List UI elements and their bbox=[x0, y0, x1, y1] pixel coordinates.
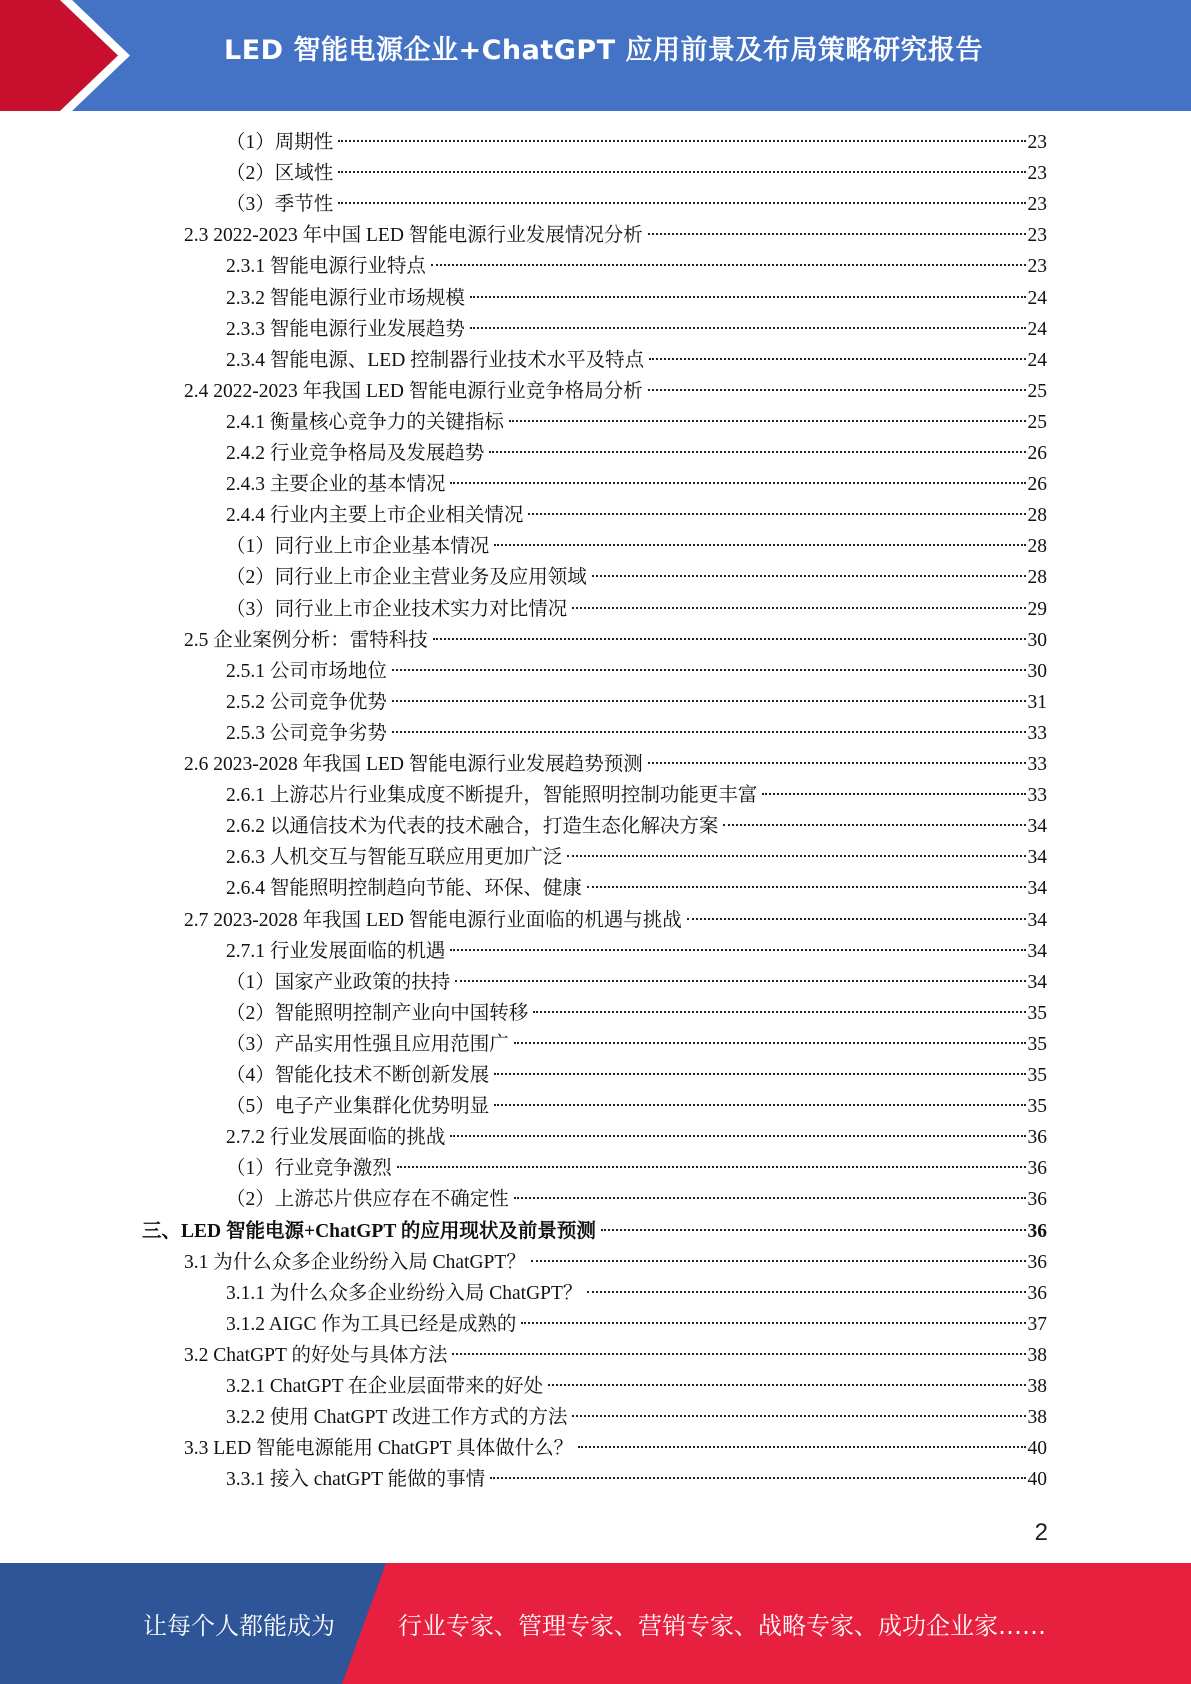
toc-entry-page: 25 bbox=[1027, 380, 1047, 402]
toc-entry-label: （3）同行业上市企业技术实力对比情况 bbox=[226, 598, 568, 620]
toc-entry-page: 34 bbox=[1027, 847, 1047, 869]
toc-entry-page: 36 bbox=[1027, 1158, 1047, 1180]
toc-entry-label: 2.6.1 上游芯片行业集成度不断提升，智能照明控制功能更丰富 bbox=[226, 785, 758, 807]
toc-entry[interactable] bbox=[226, 1309, 1047, 1340]
toc-dot-leader bbox=[450, 949, 1025, 951]
toc-entry-label: （1）同行业上市企业基本情况 bbox=[226, 536, 490, 558]
toc-dot-leader bbox=[509, 420, 1026, 422]
toc-entry-label: 2.4 2022-2023 年我国 LED 智能电源行业竞争格局分析 bbox=[184, 380, 643, 402]
toc-entry-label: 2.4.2 行业竞争格局及发展趋势 bbox=[226, 443, 485, 464]
toc-dot-leader bbox=[338, 202, 1025, 204]
toc-entry-page: 34 bbox=[1027, 971, 1047, 993]
toc-entry[interactable] bbox=[226, 189, 1047, 220]
toc-entry-page: 26 bbox=[1027, 474, 1047, 496]
toc-entry-label: （1）周期性 bbox=[226, 132, 334, 153]
toc-entry-label: 3.2 ChatGPT 的好处与具体方法 bbox=[184, 1344, 448, 1366]
toc-entry[interactable] bbox=[226, 1464, 1047, 1495]
toc-entry-label: 2.3.4 智能电源、LED 控制器行业技术水平及特点 bbox=[226, 349, 645, 371]
toc-dot-leader bbox=[531, 1260, 1026, 1262]
toc-dot-leader bbox=[587, 886, 1026, 888]
toc-dot-leader bbox=[431, 264, 1026, 266]
toc-entry[interactable] bbox=[226, 469, 1047, 500]
toc-entry-label: （1）行业竞争激烈 bbox=[226, 1158, 392, 1180]
toc-entry[interactable] bbox=[142, 1216, 1047, 1247]
toc-entry-label: （2）智能照明控制产业向中国转移 bbox=[226, 1002, 529, 1024]
toc-entry-page: 34 bbox=[1027, 878, 1047, 900]
toc-dot-leader bbox=[578, 1446, 1025, 1448]
toc-entry[interactable] bbox=[226, 998, 1047, 1029]
toc-dot-leader bbox=[687, 918, 1026, 920]
toc-entry-label: 2.6.4 智能照明控制趋向节能、环保、健康 bbox=[226, 878, 582, 900]
footer-slogan-right: 行业专家、管理专家、营销专家、战略专家、成功企业家…… bbox=[398, 1612, 1046, 1640]
toc-entry[interactable] bbox=[226, 656, 1047, 687]
toc-entry-page: 24 bbox=[1027, 318, 1047, 340]
toc-entry-page: 36 bbox=[1027, 1282, 1047, 1304]
toc-entry-label: （2）上游芯片供应存在不确定性 bbox=[226, 1189, 509, 1211]
toc-entry[interactable] bbox=[226, 594, 1047, 625]
toc-entry-page: 23 bbox=[1027, 256, 1047, 278]
toc-entry-page: 38 bbox=[1027, 1407, 1047, 1429]
toc-dot-leader bbox=[450, 1135, 1025, 1137]
toc-entry[interactable] bbox=[226, 127, 1047, 158]
toc-entry-page: 26 bbox=[1027, 443, 1047, 464]
toc-entry-page: 40 bbox=[1027, 1438, 1047, 1460]
toc-entry-label: 三、LED 智能电源+ChatGPT 的应用现状及前景预测 bbox=[142, 1220, 596, 1242]
toc-entry-label: 2.7 2023-2028 年我国 LED 智能电源行业面临的机遇与挑战 bbox=[184, 909, 682, 931]
toc-entry-page: 35 bbox=[1027, 1002, 1047, 1024]
toc-entry[interactable] bbox=[184, 1247, 1047, 1278]
toc-entry[interactable] bbox=[226, 1122, 1047, 1153]
toc-entry-label: 2.3.1 智能电源行业特点 bbox=[226, 256, 426, 278]
toc-entry[interactable] bbox=[184, 1433, 1047, 1464]
toc-entry[interactable] bbox=[226, 500, 1047, 531]
toc-entry[interactable] bbox=[226, 967, 1047, 998]
toc-entry-label: 3.1 为什么众多企业纷纷入局 ChatGPT？ bbox=[184, 1251, 526, 1273]
toc-entry[interactable] bbox=[226, 1029, 1047, 1060]
toc-dot-leader bbox=[514, 1042, 1026, 1044]
toc-entry-page: 23 bbox=[1027, 163, 1047, 185]
toc-dot-leader bbox=[587, 1291, 1025, 1293]
toc-entry[interactable] bbox=[226, 1060, 1047, 1091]
toc-entry-label: 3.1.2 AIGC 作为工具已经是成熟的 bbox=[226, 1313, 517, 1335]
toc-entry-label: （3）季节性 bbox=[226, 194, 334, 216]
toc-entry-page: 33 bbox=[1027, 754, 1047, 775]
toc-dot-leader bbox=[470, 327, 1026, 329]
toc-entry-page: 36 bbox=[1027, 1127, 1047, 1149]
toc-entry-label: （2）区域性 bbox=[226, 163, 334, 185]
toc-entry-page: 29 bbox=[1027, 598, 1047, 620]
toc-entry-page: 28 bbox=[1027, 505, 1047, 527]
toc-entry[interactable] bbox=[184, 220, 1047, 251]
toc-entry-page: 30 bbox=[1027, 660, 1047, 682]
toc-entry-page: 34 bbox=[1027, 940, 1047, 962]
toc-entry-page: 34 bbox=[1027, 909, 1047, 931]
toc-entry-label: 3.1.1 为什么众多企业纷纷入局 ChatGPT？ bbox=[226, 1282, 583, 1304]
toc-dot-leader bbox=[392, 700, 1026, 702]
toc-dot-leader bbox=[450, 482, 1025, 484]
toc-entry[interactable] bbox=[226, 407, 1047, 438]
toc-entry[interactable] bbox=[226, 780, 1047, 811]
toc-entry[interactable] bbox=[226, 1091, 1047, 1122]
toc-entry-label: 2.5.1 公司市场地位 bbox=[226, 660, 387, 682]
toc-entry-page: 31 bbox=[1027, 691, 1047, 713]
toc-entry-label: （2）同行业上市企业主营业务及应用领域 bbox=[226, 567, 587, 589]
toc-dot-leader bbox=[490, 1477, 1025, 1479]
toc-entry[interactable] bbox=[226, 1371, 1047, 1402]
toc-entry[interactable] bbox=[226, 345, 1047, 376]
toc-entry[interactable] bbox=[226, 1278, 1047, 1309]
toc-entry-page: 33 bbox=[1027, 722, 1047, 744]
toc-entry-page: 38 bbox=[1027, 1344, 1047, 1366]
toc-entry[interactable] bbox=[226, 842, 1047, 873]
toc-entry-page: 37 bbox=[1027, 1313, 1047, 1335]
toc-entry-label: （1）国家产业政策的扶持 bbox=[226, 971, 451, 993]
toc-dot-leader bbox=[567, 855, 1025, 857]
toc-dot-leader bbox=[470, 296, 1026, 298]
toc-entry[interactable] bbox=[226, 531, 1047, 562]
toc-entry-page: 36 bbox=[1027, 1251, 1047, 1273]
toc-entry[interactable] bbox=[226, 936, 1047, 967]
toc-entry-label: 3.3 LED 智能电源能用 ChatGPT 具体做什么？ bbox=[184, 1438, 574, 1460]
toc-entry[interactable] bbox=[184, 749, 1047, 780]
toc-entry-label: 3.2.2 使用 ChatGPT 改进工作方式的方法 bbox=[226, 1407, 568, 1429]
toc-entry-label: 2.3 2022-2023 年中国 LED 智能电源行业发展情况分析 bbox=[184, 225, 643, 247]
toc-entry-label: 2.7.1 行业发展面临的机遇 bbox=[226, 940, 446, 962]
toc-entry-page: 33 bbox=[1027, 785, 1047, 807]
toc-entry-label: （4）智能化技术不断创新发展 bbox=[226, 1065, 490, 1086]
toc-dot-leader bbox=[392, 669, 1026, 671]
toc-entry-label: 2.4.4 行业内主要上市企业相关情况 bbox=[226, 505, 524, 527]
toc-entry-page: 30 bbox=[1027, 629, 1047, 651]
toc-entry-page: 28 bbox=[1027, 536, 1047, 558]
toc-dot-leader bbox=[649, 358, 1025, 360]
toc-dot-leader bbox=[338, 171, 1025, 173]
toc-entry[interactable] bbox=[184, 1340, 1047, 1371]
toc-dot-leader bbox=[762, 793, 1025, 795]
toc-entry[interactable] bbox=[226, 283, 1047, 314]
toc-entry-label: 2.5.2 公司竞争优势 bbox=[226, 691, 387, 713]
toc-dot-leader bbox=[723, 824, 1025, 826]
toc-entry-page: 25 bbox=[1027, 411, 1047, 433]
toc-entry[interactable] bbox=[226, 687, 1047, 718]
toc-dot-leader bbox=[533, 1011, 1025, 1013]
toc-dot-leader bbox=[494, 1104, 1025, 1106]
toc-entry-page: 35 bbox=[1027, 1033, 1047, 1055]
toc-dot-leader bbox=[592, 575, 1026, 577]
toc-dot-leader bbox=[494, 1073, 1025, 1075]
toc-entry[interactable] bbox=[226, 1402, 1047, 1433]
toc-dot-leader bbox=[514, 1197, 1026, 1199]
toc-entry-page: 36 bbox=[1027, 1220, 1047, 1242]
toc-entry-page: 36 bbox=[1027, 1189, 1047, 1211]
toc-dot-leader bbox=[397, 1166, 1026, 1168]
toc-entry[interactable] bbox=[184, 905, 1047, 936]
toc-dot-leader bbox=[601, 1229, 1026, 1231]
footer-band bbox=[0, 1563, 1191, 1684]
toc-entry[interactable] bbox=[226, 158, 1047, 189]
toc-entry-label: 3.3.1 接入 chatGPT 能做的事情 bbox=[226, 1469, 486, 1491]
header-band bbox=[0, 0, 1191, 111]
toc-dot-leader bbox=[548, 1384, 1025, 1386]
toc-entry-page: 23 bbox=[1027, 225, 1047, 247]
toc-entry-label: 2.6.2 以通信技术为代表的技术融合，打造生态化解决方案 bbox=[226, 816, 719, 838]
toc-entry-page: 38 bbox=[1027, 1376, 1047, 1397]
toc-dot-leader bbox=[494, 544, 1025, 546]
toc-dot-leader bbox=[338, 140, 1025, 142]
toc-entry-page: 35 bbox=[1027, 1065, 1047, 1086]
toc-entry[interactable] bbox=[226, 438, 1047, 469]
toc-dot-leader bbox=[452, 1353, 1025, 1355]
toc-dot-leader bbox=[528, 513, 1025, 515]
toc-entry-page: 40 bbox=[1027, 1469, 1047, 1491]
toc-entry[interactable] bbox=[184, 625, 1047, 656]
toc-entry-label: 2.7.2 行业发展面临的挑战 bbox=[226, 1127, 446, 1149]
toc-entry-page: 24 bbox=[1027, 287, 1047, 309]
header-chevron-icon bbox=[0, 0, 160, 111]
toc-entry-page: 28 bbox=[1027, 567, 1047, 589]
toc-dot-leader bbox=[572, 1415, 1025, 1417]
footer-slogan-left: 让每个人都能成为 bbox=[143, 1612, 335, 1640]
toc-entry-label: （3）产品实用性强且应用范围广 bbox=[226, 1033, 509, 1055]
toc-entry-label: 2.6.3 人机交互与智能互联应用更加广泛 bbox=[226, 847, 563, 869]
toc-dot-leader bbox=[392, 731, 1026, 733]
toc-entry-page: 34 bbox=[1027, 816, 1047, 838]
toc-dot-leader bbox=[433, 638, 1026, 640]
toc-entry[interactable] bbox=[226, 314, 1047, 345]
toc-dot-leader bbox=[455, 980, 1025, 982]
toc-dot-leader bbox=[648, 389, 1026, 391]
toc-entry[interactable] bbox=[184, 376, 1047, 407]
toc-entry[interactable] bbox=[226, 873, 1047, 904]
toc-entry-label: 2.4.1 衡量核心竞争力的关键指标 bbox=[226, 411, 504, 433]
toc-entry-page: 23 bbox=[1027, 132, 1047, 153]
toc-entry-label: 2.3.3 智能电源行业发展趋势 bbox=[226, 318, 465, 340]
toc-entry-label: 2.5 企业案例分析：雷特科技 bbox=[184, 629, 428, 651]
toc-entry-page: 35 bbox=[1027, 1096, 1047, 1118]
toc-entry-label: 2.5.3 公司竞争劣势 bbox=[226, 722, 387, 744]
toc-entry[interactable] bbox=[226, 1153, 1047, 1184]
toc-entry[interactable] bbox=[226, 811, 1047, 842]
page-number: 2 bbox=[1034, 1519, 1048, 1546]
toc-dot-leader bbox=[648, 233, 1026, 235]
toc-entry[interactable] bbox=[226, 562, 1047, 593]
toc-entry[interactable] bbox=[226, 251, 1047, 282]
toc-dot-leader bbox=[489, 451, 1025, 453]
toc-entry-label: 2.4.3 主要企业的基本情况 bbox=[226, 474, 446, 496]
toc-entry-label: 2.6 2023-2028 年我国 LED 智能电源行业发展趋势预测 bbox=[184, 754, 643, 775]
toc-entry-label: （5）电子产业集群化优势明显 bbox=[226, 1096, 490, 1118]
toc-entry-label: 2.3.2 智能电源行业市场规模 bbox=[226, 287, 465, 309]
toc-entry[interactable] bbox=[226, 1184, 1047, 1215]
document-title: LED 智能电源企业+ChatGPT 应用前景及布局策略研究报告 bbox=[224, 35, 984, 66]
toc-entry[interactable] bbox=[226, 718, 1047, 749]
toc-dot-leader bbox=[648, 762, 1026, 764]
toc-dot-leader bbox=[521, 1322, 1025, 1324]
toc-entry-page: 24 bbox=[1027, 349, 1047, 371]
toc-dot-leader bbox=[572, 607, 1025, 609]
toc-entry-label: 3.2.1 ChatGPT 在企业层面带来的好处 bbox=[226, 1376, 544, 1397]
toc-entry-page: 23 bbox=[1027, 194, 1047, 216]
